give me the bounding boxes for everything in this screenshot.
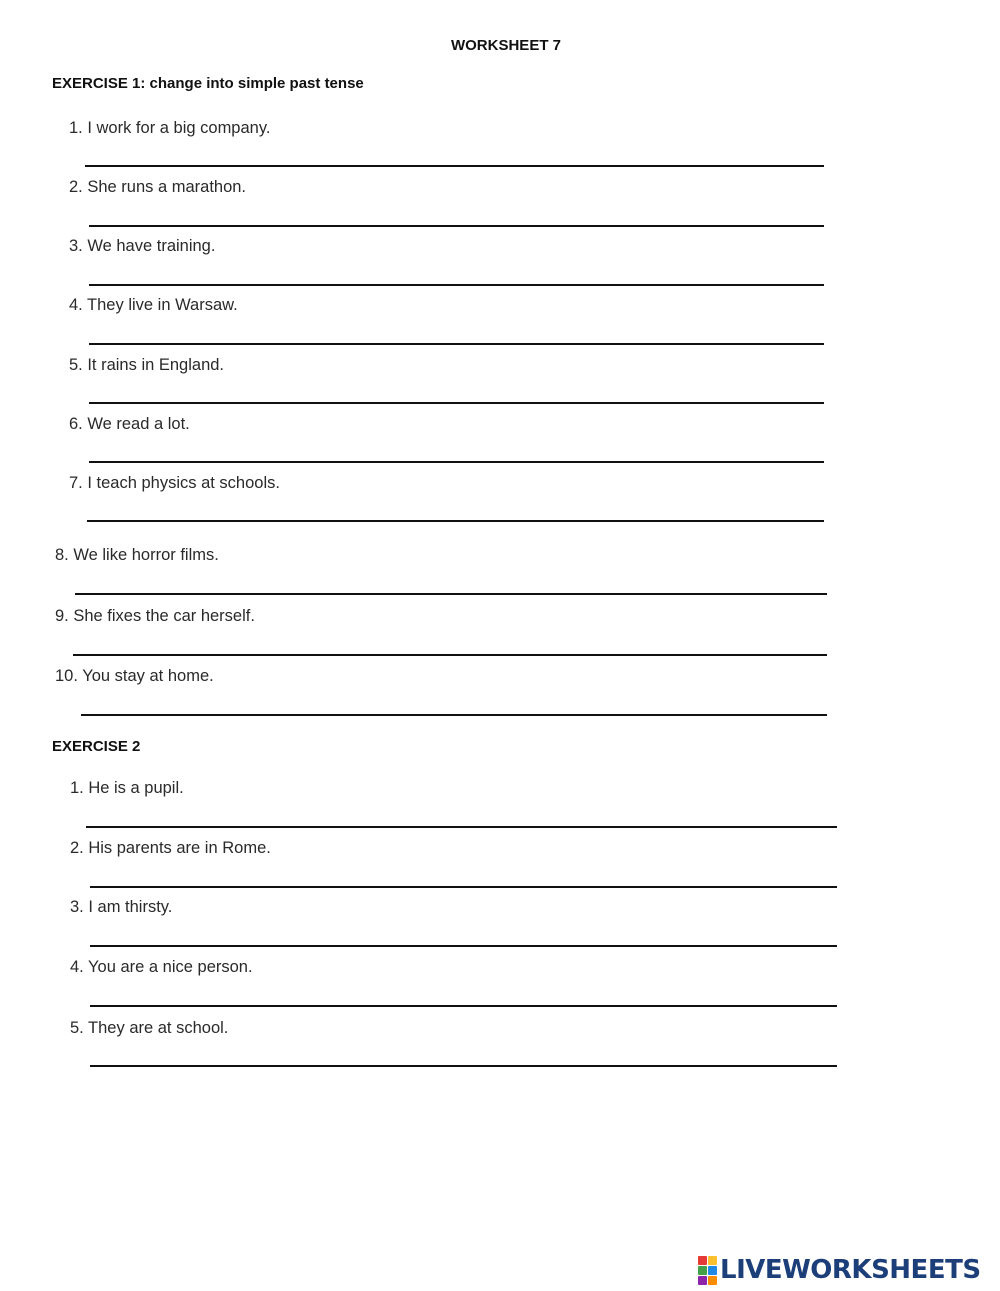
logo-block-6	[708, 1276, 717, 1285]
logo-block-2	[708, 1256, 717, 1265]
ex2-question-2: 2. His parents are in Rome.	[70, 839, 271, 857]
logo-block-4	[708, 1266, 717, 1275]
ex2-question-3: 3. I am thirsty.	[70, 898, 173, 916]
ex1-question-6: 6. We read a lot.	[69, 415, 190, 433]
ex1-question-9: 9. She fixes the car herself.	[55, 607, 255, 625]
ex2-answer-line-1[interactable]	[86, 826, 837, 828]
ex1-question-1: 1. I work for a big company.	[69, 119, 271, 137]
ex1-question-8: 8. We like horror films.	[55, 546, 219, 564]
ex1-answer-line-3[interactable]	[89, 284, 824, 286]
ex1-question-10: 10. You stay at home.	[55, 667, 214, 685]
liveworksheets-logo	[698, 1255, 981, 1285]
ex2-answer-line-2[interactable]	[90, 886, 837, 888]
ex1-question-5: 5. It rains in England.	[69, 356, 225, 374]
ex2-answer-line-3[interactable]	[90, 945, 837, 947]
ex1-answer-line-7[interactable]	[87, 520, 824, 522]
ex1-answer-line-1[interactable]	[85, 165, 824, 167]
ex1-question-4: 4. They live in Warsaw.	[69, 296, 238, 314]
worksheet-title: WORKSHEET 7	[450, 37, 561, 54]
ex1-answer-line-5[interactable]	[89, 402, 824, 404]
ex2-answer-line-5[interactable]	[90, 1065, 837, 1067]
ex1-answer-line-4[interactable]	[89, 343, 824, 345]
ex2-question-4: 4. You are a nice person.	[70, 958, 253, 976]
ex1-answer-line-10[interactable]	[81, 714, 827, 716]
ex2-answer-line-4[interactable]	[90, 1005, 837, 1007]
logo-block-3	[698, 1266, 707, 1275]
ex1-question-7: 7. I teach physics at schools.	[69, 474, 280, 492]
ex1-question-3: 3. We have training.	[69, 237, 216, 255]
logo-text: LIVEWORKSHEETS	[720, 1255, 981, 1285]
logo-block-1	[698, 1256, 707, 1265]
ex1-answer-line-8[interactable]	[75, 593, 827, 595]
ex1-question-2: 2. She runs a marathon.	[69, 178, 247, 196]
exercise1-heading: EXERCISE 1: change into simple past tense	[52, 75, 364, 92]
ex2-question-1: 1. He is a pupil.	[70, 779, 184, 797]
ex2-question-5: 5. They are at school.	[70, 1019, 229, 1037]
ex1-answer-line-6[interactable]	[89, 461, 824, 463]
logo-block-5	[698, 1276, 707, 1285]
ex1-answer-line-9[interactable]	[73, 654, 827, 656]
exercise2-heading: EXERCISE 2	[52, 738, 141, 755]
ex1-answer-line-2[interactable]	[89, 225, 824, 227]
logo-blocks-icon	[698, 1256, 717, 1285]
